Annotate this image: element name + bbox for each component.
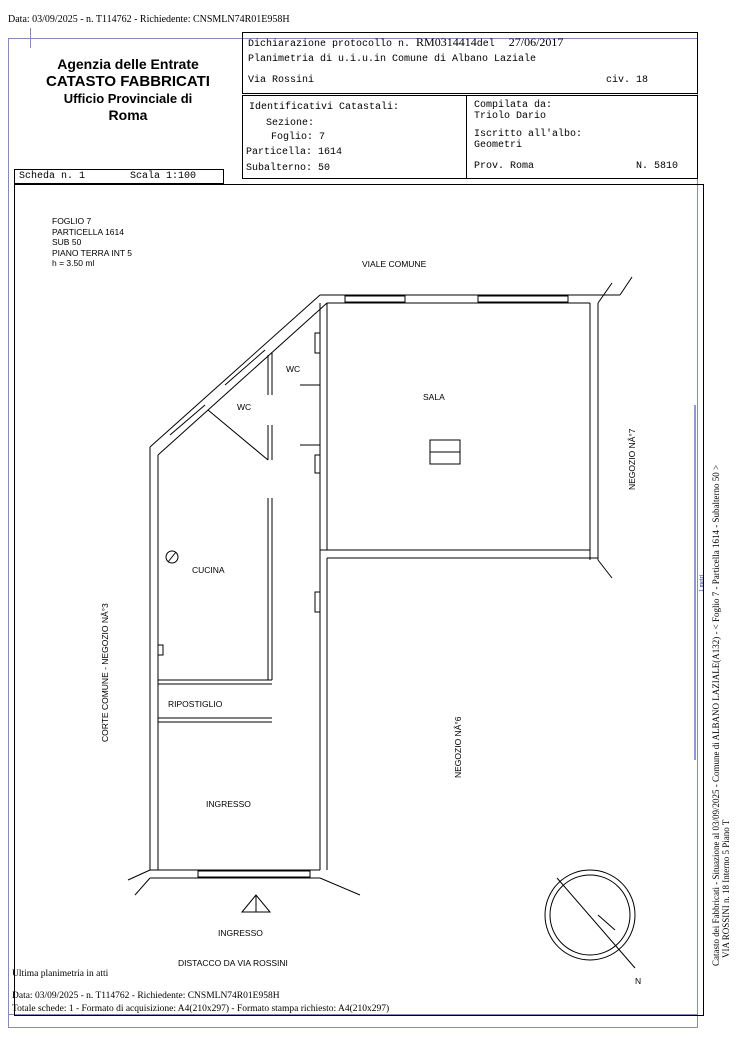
sezione: Sezione: — [266, 118, 315, 129]
wall-diag-bl2 — [128, 870, 150, 880]
compilata-name: Triolo Dario — [474, 111, 547, 122]
window-top-1 — [345, 296, 405, 302]
albo-number: N. 5810 — [636, 161, 679, 172]
provincia: Prov. Roma — [474, 161, 535, 172]
footer-totale: Totale schede: 1 - Formato di acquisizione: A4(210x297) - Formato stampa richiesto: A4(210x297) — [12, 1004, 390, 1014]
plan-info-foglio: FOGLIO 7 — [52, 216, 92, 226]
cucina-symbol-line — [168, 552, 176, 562]
plan-info-height: h = 3.50 ml — [52, 258, 95, 268]
compass-outer — [545, 870, 635, 960]
door-jamb-3 — [315, 592, 320, 612]
wall-diag-tr — [620, 277, 632, 295]
window-diag-2 — [170, 405, 205, 435]
side-address-line: VIA ROSSINI n. 18 Interno 5 Piano T — [721, 819, 731, 958]
agency-office: Ufficio Provinciale di — [63, 91, 193, 106]
wall-diag-b — [320, 878, 360, 895]
door-jamb-2 — [315, 455, 320, 473]
plan-info — [52, 216, 132, 269]
wall-diag-bl — [135, 878, 150, 895]
window-bottom — [198, 871, 310, 877]
dichiarazione-label: Dichiarazione protocollo n. — [248, 39, 411, 50]
label-corte-comune: CORTE COMUNE - NEGOZIO NÂ°3 — [100, 603, 110, 742]
foglio: Foglio: 7 — [271, 132, 326, 143]
compass-inner — [550, 875, 630, 955]
wall-diag-inner — [158, 303, 327, 455]
label-wc-2: WC — [237, 402, 252, 412]
window-diag-1 — [225, 350, 265, 385]
plan-info-particella: PARTICELLA 1614 — [52, 226, 124, 237]
label-distacco: DISTACCO DA VIA ROSSINI — [178, 958, 288, 968]
door-jamb-1 — [315, 333, 320, 353]
top-stamp: Data: 03/09/2025 - n. T114762 - Richiedente: CNSMLN74R01E958H — [8, 14, 290, 25]
agency-department: CATASTO FABBRICATI — [46, 73, 210, 90]
albo: Geometri — [474, 140, 523, 151]
window-top-2 — [478, 296, 568, 302]
scheda-label: Scheda n. 1 — [19, 171, 86, 182]
plan-info-piano: PIANO TERRA INT 5 — [52, 247, 132, 258]
agency-name: Agenzia delle Entrate — [57, 56, 199, 72]
label-cucina: CUCINA — [192, 565, 225, 575]
particella: Particella: 1614 — [246, 147, 343, 158]
civ: civ. 18 — [606, 75, 649, 86]
identificativi-title: Identificativi Catastali: — [249, 102, 400, 113]
planimetria-line: Planimetria di u.i.u.in Comune di Albano Laziale — [248, 54, 537, 65]
side-scale-mark: 1 metri — [699, 574, 705, 592]
plan-info-sub: SUB 50 — [52, 237, 82, 247]
address: Via Rossini — [248, 75, 315, 86]
label-ingresso-entry: INGRESSO — [218, 928, 263, 938]
door-swing-wc — [208, 410, 268, 460]
label-wc-1: WC — [286, 364, 301, 374]
wall-niche — [158, 645, 163, 655]
label-negozio-7: NEGOZIO NÂ°7 — [627, 428, 637, 490]
del-label: del — [476, 39, 495, 50]
wall-diag-br — [598, 560, 612, 578]
side-catasto-line: Catasto dei Fabbricati - Situazione al 03/09/2025 - Comune di ALBANO LAZIALE(A132) - < Foglio 7 - Particella 1614 - Subalterno 50 > — [711, 464, 721, 966]
dichiarazione-date: 27/06/2017 — [508, 35, 564, 49]
footer-ultima: Ultima planimetria in atti — [12, 969, 109, 979]
scala-label: Scala 1:100 — [130, 171, 197, 182]
iscritto-label: Iscritto all'albo: — [474, 129, 583, 140]
footer-data: Data: 03/09/2025 - n. T114762 - Richiedente: CNSMLN74R01E958H — [12, 991, 280, 1001]
label-ingresso-room: INGRESSO — [206, 799, 251, 809]
subalterno: Subalterno: 50 — [246, 163, 331, 174]
wall-diag-tr2 — [598, 283, 612, 303]
label-sala: SALA — [423, 392, 445, 402]
label-viale-comune: VIALE COMUNE — [362, 259, 427, 269]
label-ripostiglio: RIPOSTIGLIO — [168, 699, 223, 709]
label-north: N — [635, 976, 642, 986]
protocollo-number: RM0314414 — [416, 35, 477, 49]
label-negozio-6: NEGOZIO NÂ°6 — [453, 716, 463, 778]
compilata-label: Compilata da: — [474, 100, 553, 111]
agency-city: Roma — [108, 107, 148, 123]
